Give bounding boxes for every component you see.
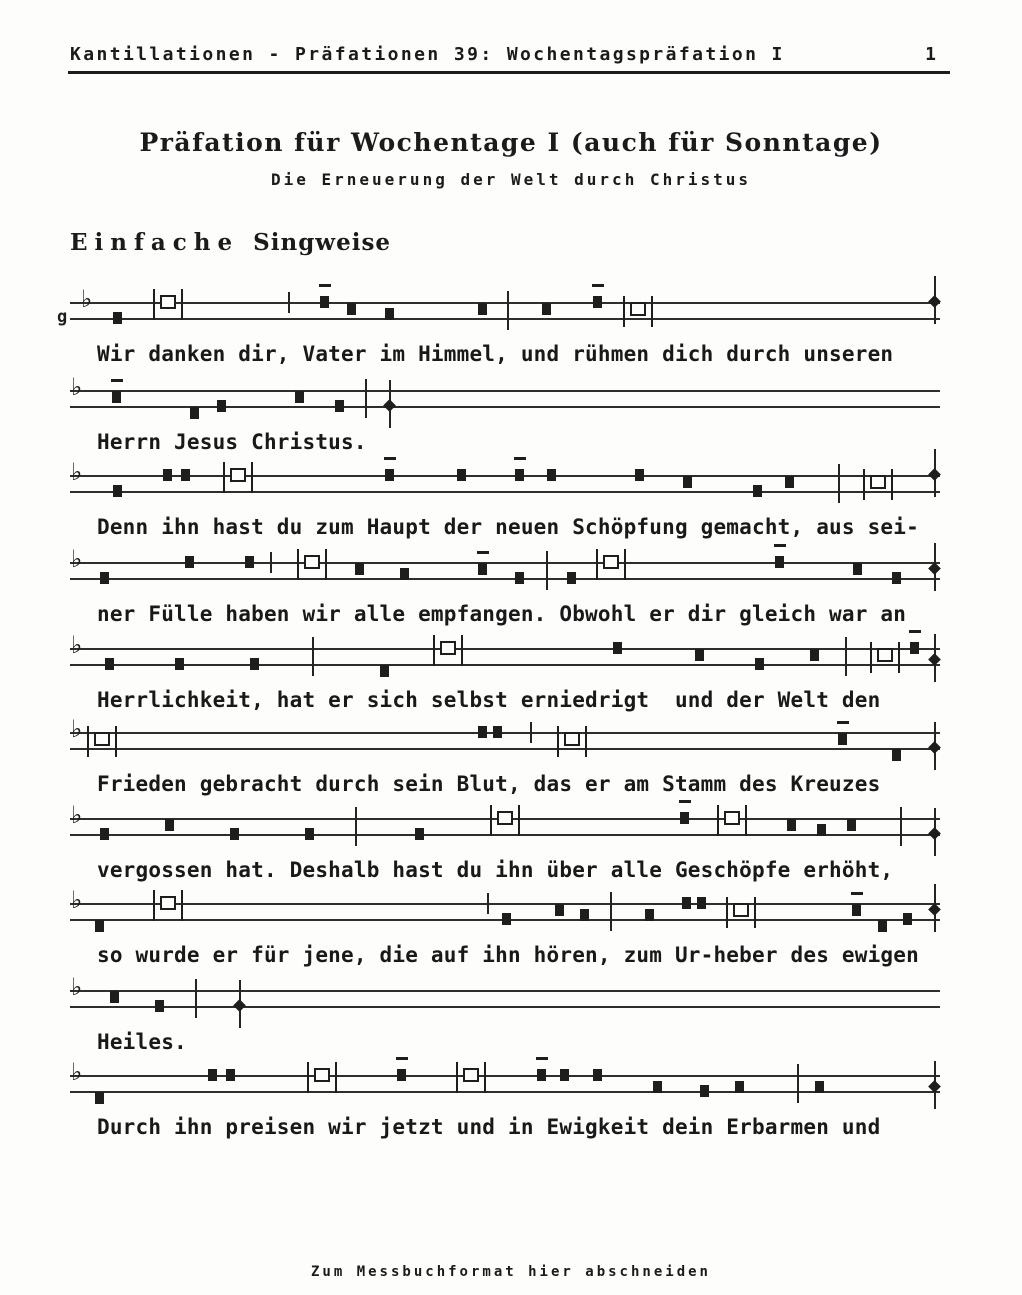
- note-square: [181, 469, 190, 481]
- staff-line: [70, 302, 940, 304]
- lyric-line: Heiles.: [97, 1030, 187, 1054]
- note-square: [542, 303, 551, 315]
- bar-line: [900, 807, 902, 846]
- document-title: Präfation für Wochentage I (auch für Sonntage): [139, 128, 883, 157]
- episema-dash: [319, 284, 331, 287]
- note-square: [682, 897, 691, 909]
- staff-line: [70, 664, 940, 666]
- note-square: [163, 469, 172, 481]
- note-square: [217, 400, 226, 412]
- chant-staff: [70, 631, 940, 692]
- note-square: [105, 658, 114, 670]
- recitation-square: [440, 641, 456, 655]
- episema-dash: [536, 1057, 548, 1060]
- lyric-line: Frieden gebracht durch sein Blut, das er am Stamm des Kreuzes: [97, 772, 881, 796]
- section-heading-rest: Singweise: [253, 229, 392, 256]
- recitation-bar: [251, 462, 253, 493]
- note-square: [785, 476, 794, 488]
- note-square: [478, 303, 487, 315]
- recitation-square: [630, 302, 646, 316]
- recitation-square: [463, 1068, 479, 1082]
- flat-sign: ♭: [81, 285, 93, 313]
- note-square: [397, 1069, 406, 1081]
- note-square: [493, 726, 502, 738]
- flat-sign: ♭: [71, 715, 83, 743]
- recitation-bar: [115, 726, 117, 757]
- chant-staff: [57, 285, 940, 346]
- final-diamond: [928, 827, 941, 840]
- note-square: [457, 469, 466, 481]
- bar-line: [838, 464, 840, 503]
- recitation-square: [733, 903, 749, 917]
- note-square: [653, 1081, 662, 1093]
- lyric-line: Herrn Jesus Christus.: [97, 430, 367, 454]
- note-square: [250, 658, 259, 670]
- staff-line: [70, 318, 940, 320]
- note-square: [155, 1000, 164, 1012]
- bar-line: [610, 892, 612, 931]
- note-square: [817, 824, 826, 836]
- staff-line: [70, 562, 940, 564]
- recitation-square: [160, 295, 176, 309]
- bar-line: [845, 637, 847, 676]
- lyric-line: Wir danken dir, Vater im Himmel, und rühmen dich durch unseren: [97, 342, 894, 366]
- recitation-bar: [335, 1062, 337, 1093]
- note-square: [415, 828, 424, 840]
- note-square: [580, 909, 589, 921]
- recitation-bar: [153, 289, 155, 320]
- cut-line-note: Zum Messbuchformat hier abschneiden: [310, 1264, 711, 1280]
- final-diamond: [928, 295, 941, 308]
- note-square: [815, 1081, 824, 1093]
- note-square: [852, 904, 861, 916]
- running-title: Kantillationen - Präfationen 39: Wochentagspräfation I: [70, 44, 785, 65]
- recitation-bar: [754, 897, 756, 928]
- page-number: 1: [925, 44, 936, 65]
- chant-staff: [70, 801, 940, 862]
- chant-staff: [70, 886, 940, 947]
- note-square: [697, 897, 706, 909]
- staff-line: [70, 1091, 940, 1093]
- note-square: [245, 556, 254, 568]
- recitation-bar: [898, 642, 900, 673]
- recitation-square: [160, 896, 176, 910]
- note-square: [838, 733, 847, 745]
- recitation-bar: [870, 642, 872, 673]
- note-square: [478, 726, 487, 738]
- note-square: [100, 572, 109, 584]
- recitation-bar: [518, 805, 520, 836]
- recitation-bar: [624, 549, 626, 580]
- clef-letter-g: g: [57, 307, 68, 327]
- flat-sign: ♭: [71, 1058, 83, 1086]
- section-heading-spaced: Einfache: [70, 229, 240, 256]
- staff-line: [70, 390, 940, 392]
- note-square: [230, 828, 239, 840]
- lyric-line: ner Fülle haben wir alle empfangen. Obwohl er dir gleich war an: [97, 602, 907, 626]
- flat-sign: ♭: [71, 545, 83, 573]
- recitation-square: [877, 648, 893, 662]
- note-square: [910, 642, 919, 654]
- note-square: [165, 819, 174, 831]
- episema-dash: [384, 457, 396, 460]
- episema-dash: [851, 892, 863, 895]
- note-square: [295, 391, 304, 403]
- recitation-bar: [596, 549, 598, 580]
- note-square: [226, 1069, 235, 1081]
- note-square: [515, 469, 524, 481]
- recitation-bar: [717, 805, 719, 836]
- flat-sign: ♭: [71, 458, 83, 486]
- note-square: [320, 296, 329, 308]
- staff-line: [70, 732, 940, 734]
- note-square: [110, 991, 119, 1003]
- note-square: [380, 665, 389, 677]
- quarter-bar: [288, 292, 290, 313]
- bar-line: [797, 1064, 799, 1103]
- note-square: [400, 568, 409, 580]
- note-square: [560, 1069, 569, 1081]
- note-square: [645, 909, 654, 921]
- note-square: [355, 563, 364, 575]
- note-square: [95, 920, 104, 932]
- note-square: [335, 400, 344, 412]
- quarter-bar: [270, 552, 272, 573]
- recitation-bar: [745, 805, 747, 836]
- note-square: [753, 485, 762, 497]
- recitation-bar: [891, 469, 893, 500]
- note-square: [853, 563, 862, 575]
- episema-dash: [592, 284, 604, 287]
- note-square: [878, 920, 887, 932]
- note-square: [567, 572, 576, 584]
- note-square: [700, 1085, 709, 1097]
- note-square: [385, 308, 394, 320]
- lyric-line: Herrlichkeit, hat er sich selbst erniedrigt und der Welt den: [97, 688, 881, 712]
- note-square: [113, 312, 122, 324]
- lyric-line: Durch ihn preisen wir jetzt und in Ewigkeit dein Erbarmen und: [97, 1115, 881, 1139]
- bar-line: [546, 551, 548, 590]
- staff-line: [70, 491, 940, 493]
- chant-staff: [70, 1058, 940, 1119]
- quarter-bar: [530, 722, 532, 743]
- note-square: [305, 828, 314, 840]
- final-diamond: [233, 999, 246, 1012]
- recitation-bar: [863, 469, 865, 500]
- recitation-square: [497, 811, 513, 825]
- note-square: [613, 642, 622, 654]
- note-square: [190, 407, 199, 419]
- recitation-bar: [223, 462, 225, 493]
- document-subtitle: Die Erneuerung der Welt durch Christus: [270, 170, 752, 189]
- note-square: [735, 1081, 744, 1093]
- note-square: [347, 303, 356, 315]
- note-square: [208, 1069, 217, 1081]
- recitation-square: [230, 468, 246, 482]
- episema-dash: [909, 630, 921, 633]
- recitation-bar: [307, 1062, 309, 1093]
- note-square: [680, 812, 689, 824]
- recitation-bar: [651, 296, 653, 327]
- chant-staff: [70, 715, 940, 776]
- recitation-bar: [585, 726, 587, 757]
- episema-dash: [477, 551, 489, 554]
- recitation-bar: [297, 549, 299, 580]
- note-square: [175, 658, 184, 670]
- note-square: [755, 658, 764, 670]
- note-square: [478, 563, 487, 575]
- episema-dash: [111, 379, 123, 382]
- note-square: [903, 913, 912, 925]
- episema-dash: [514, 457, 526, 460]
- staff-line: [70, 475, 940, 477]
- staff-line: [70, 903, 940, 905]
- lyric-line: Denn ihn hast du zum Haupt der neuen Schöpfung gemacht, aus sei-: [97, 515, 919, 539]
- final-diamond: [383, 399, 396, 412]
- recitation-bar: [456, 1062, 458, 1093]
- staff-line: [70, 834, 940, 836]
- note-square: [113, 485, 122, 497]
- chant-staff: [70, 545, 940, 606]
- note-square: [892, 749, 901, 761]
- episema-dash: [396, 1057, 408, 1060]
- note-square: [537, 1069, 546, 1081]
- note-square: [775, 556, 784, 568]
- note-square: [185, 556, 194, 568]
- lyric-line: so wurde er für jene, die auf ihn hören, zum Ur-heber des ewigen: [97, 943, 919, 967]
- recitation-bar: [433, 635, 435, 666]
- recitation-bar: [461, 635, 463, 666]
- note-square: [555, 904, 564, 916]
- chant-staff: [70, 458, 940, 519]
- note-square: [635, 469, 644, 481]
- recitation-bar: [490, 805, 492, 836]
- recitation-square: [304, 555, 320, 569]
- final-diamond: [928, 562, 941, 575]
- bar-line: [507, 291, 509, 330]
- final-diamond: [928, 741, 941, 754]
- recitation-square: [94, 732, 110, 746]
- bar-line: [195, 979, 197, 1018]
- note-square: [100, 828, 109, 840]
- chant-staff: [70, 373, 940, 434]
- staff-line: [70, 1006, 940, 1008]
- recitation-bar: [484, 1062, 486, 1093]
- note-square: [810, 649, 819, 661]
- lyric-line: vergossen hat. Deshalb hast du ihn über alle Geschöpfe erhöht,: [97, 858, 894, 882]
- staff-line: [70, 990, 940, 992]
- recitation-bar: [153, 890, 155, 921]
- note-square: [847, 819, 856, 831]
- note-square: [593, 296, 602, 308]
- bar-line: [365, 379, 367, 418]
- note-square: [787, 819, 796, 831]
- note-square: [515, 572, 524, 584]
- recitation-square: [314, 1068, 330, 1082]
- staff-line: [70, 406, 940, 408]
- note-square: [593, 1069, 602, 1081]
- recitation-square: [724, 811, 740, 825]
- episema-dash: [774, 544, 786, 547]
- recitation-bar: [87, 726, 89, 757]
- final-diamond: [928, 903, 941, 916]
- note-square: [547, 469, 556, 481]
- flat-sign: ♭: [71, 373, 83, 401]
- chant-staff: [70, 973, 940, 1034]
- flat-sign: ♭: [71, 973, 83, 1001]
- note-square: [695, 649, 704, 661]
- note-square: [385, 469, 394, 481]
- note-square: [892, 572, 901, 584]
- recitation-square: [603, 555, 619, 569]
- flat-sign: ♭: [71, 631, 83, 659]
- staff-line: [70, 578, 940, 580]
- episema-dash: [837, 721, 849, 724]
- recitation-bar: [181, 890, 183, 921]
- note-square: [502, 913, 511, 925]
- staff-line: [70, 748, 940, 750]
- episema-dash: [679, 800, 691, 803]
- staff-line: [70, 1075, 940, 1077]
- quarter-bar: [487, 893, 489, 914]
- recitation-bar: [623, 296, 625, 327]
- recitation-bar: [325, 549, 327, 580]
- note-square: [112, 391, 121, 403]
- flat-sign: ♭: [71, 801, 83, 829]
- recitation-bar: [181, 289, 183, 320]
- recitation-bar: [726, 897, 728, 928]
- recitation-bar: [557, 726, 559, 757]
- flat-sign: ♭: [71, 886, 83, 914]
- recitation-square: [870, 475, 886, 489]
- recitation-square: [564, 732, 580, 746]
- final-diamond: [928, 468, 941, 481]
- bar-line: [312, 637, 314, 676]
- note-square: [683, 476, 692, 488]
- bar-line: [355, 807, 357, 846]
- note-square: [95, 1092, 104, 1104]
